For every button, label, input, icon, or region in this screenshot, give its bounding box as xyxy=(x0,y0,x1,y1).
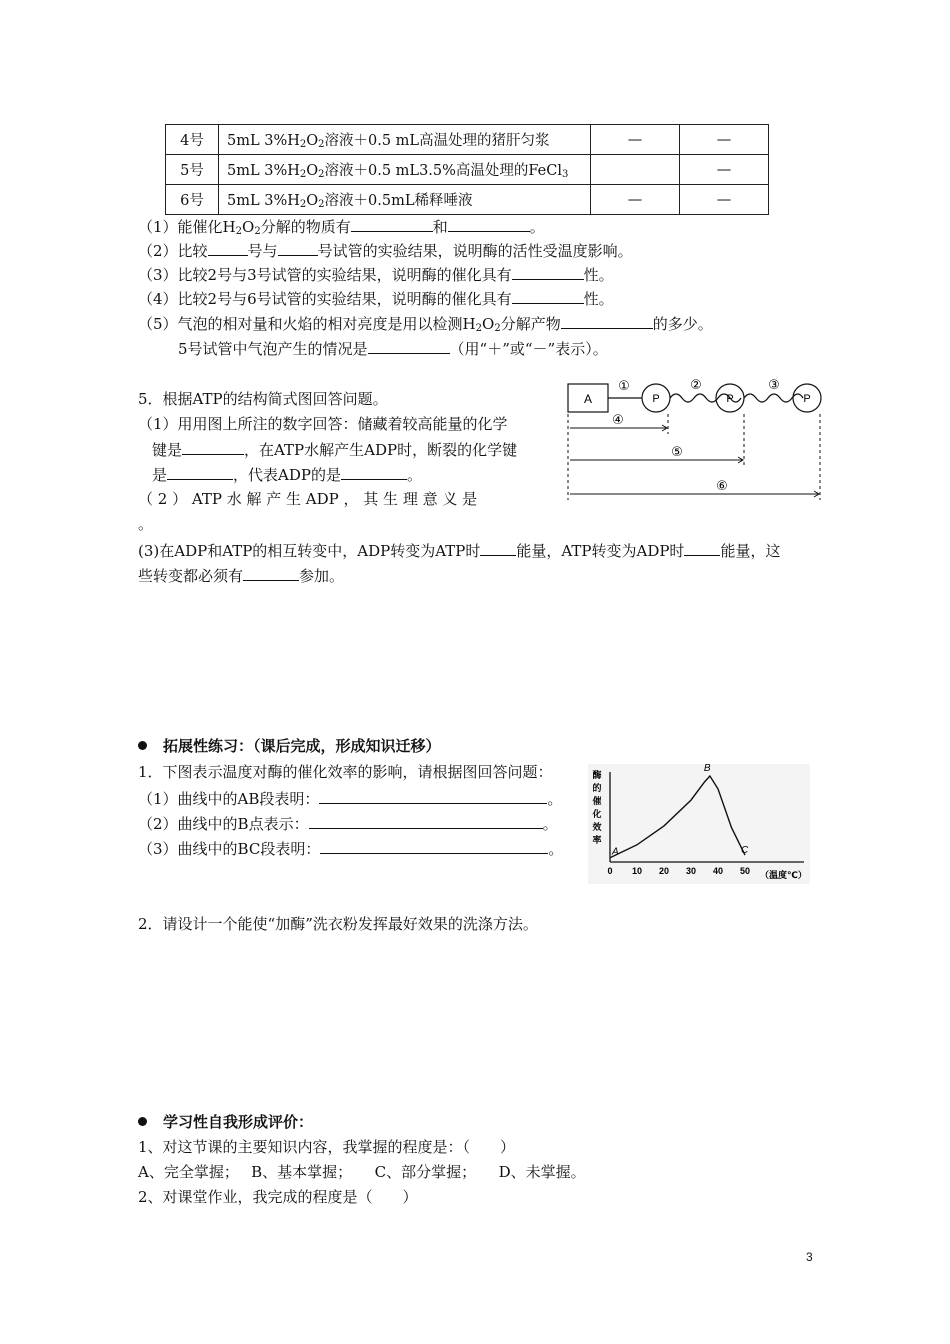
q4-line-4: （4）比较2号与6号试管的实验结果，说明酶的催化具有 性。 xyxy=(138,286,614,311)
label-2: ② xyxy=(690,377,702,392)
answer-blank[interactable] xyxy=(341,462,407,480)
answer-blank[interactable] xyxy=(512,262,584,280)
answer-blank[interactable] xyxy=(480,538,516,556)
efficiency-curve xyxy=(610,776,745,858)
label-6: ⑥ xyxy=(716,478,728,493)
ext-q1a: （1）曲线中的AB段表明： 。 xyxy=(138,786,562,811)
answer-blank[interactable] xyxy=(684,538,720,556)
label-1: ① xyxy=(618,378,630,393)
experiment-table xyxy=(165,124,769,215)
q5-line-4: （ 2 ） ATP 水 解 产 生 ADP ， 其 生 理 意 义 是 xyxy=(138,490,478,508)
ext-q2: 2．请设计一个能使“加酶”洗衣粉发挥最好效果的洗涤方法。 xyxy=(138,915,538,933)
page-number: 3 xyxy=(806,1250,813,1264)
eval-options: A、完全掌握； B、基本掌握； C、部分掌握； D、未掌握。 xyxy=(138,1163,586,1181)
answer-blank[interactable] xyxy=(182,437,244,455)
x-tick-label: 50 xyxy=(739,866,751,876)
y-axis-label-char: 化 xyxy=(592,809,602,819)
q5-line-3: 是 ，代表ADP的是 。 xyxy=(152,462,422,487)
answer-blank[interactable] xyxy=(351,214,433,232)
result-cell: — xyxy=(680,155,769,185)
answer-blank[interactable] xyxy=(243,563,299,581)
answer-blank[interactable] xyxy=(309,811,543,829)
high-energy-bond-3 xyxy=(744,394,803,402)
y-axis-label-char: 率 xyxy=(592,835,602,845)
q5-line-2: 键是 ，在ATP水解产生ADP时，断裂的化学键 xyxy=(152,437,517,462)
q4-line-1: （1）能催化$H_2O_2$分解的物质有 和 。 xyxy=(138,214,545,244)
answer-blank[interactable] xyxy=(512,286,584,304)
adenosine-label: A xyxy=(583,392,593,406)
enzyme-temperature-chart xyxy=(588,764,810,884)
y-axis-label-vertical xyxy=(591,769,601,845)
ext-heading: 拓展性练习：（课后完成，形成知识迁移） xyxy=(138,734,441,758)
label-3: ③ xyxy=(768,377,780,392)
result-cell: — xyxy=(591,185,680,215)
q4-line-3: （3）比较2号与3号试管的实验结果，说明酶的催化具有 性。 xyxy=(138,262,614,287)
eval-q1: 1、对这节课的主要知识内容，我掌握的程度是：（ ） xyxy=(138,1138,516,1156)
tube-id: 4号 xyxy=(166,125,219,155)
x-tick-label: 0 xyxy=(607,866,613,876)
ext-q1b: （2）曲线中的B点表示： 。 xyxy=(138,811,558,836)
result-cell: — xyxy=(680,125,769,155)
x-tick-group xyxy=(607,866,750,876)
q5-title: 5．根据ATP的结构简式图回答问题。 xyxy=(138,390,388,408)
answer-blank[interactable] xyxy=(167,462,233,480)
point-label: C xyxy=(741,845,749,857)
answer-blank[interactable] xyxy=(320,836,548,854)
bullet-icon xyxy=(138,1117,147,1126)
table-row xyxy=(166,155,769,185)
q5-line-6: (3)在ADP和ATP的相互转变中，ADP转变为ATP时 能量，ATP转变为ADP时 能量，这 xyxy=(138,538,780,563)
x-tick-label: 30 xyxy=(685,866,697,876)
answer-blank[interactable] xyxy=(319,786,547,804)
answer-blank[interactable] xyxy=(448,214,530,232)
point-label: A xyxy=(612,846,619,858)
tube-id: 6号 xyxy=(166,185,219,215)
tube-id: 5号 xyxy=(166,155,219,185)
q4-line-6: 5号试管中气泡产生的情况是 （用“＋”或“－”表示）。 xyxy=(178,336,608,361)
x-tick-label: 40 xyxy=(712,866,724,876)
result-cell xyxy=(591,155,680,185)
y-axis-label-char: 效 xyxy=(592,822,602,832)
phosphate-label: P xyxy=(803,393,811,405)
table-row xyxy=(166,125,769,155)
answer-blank[interactable] xyxy=(278,238,318,256)
phosphate-label: P xyxy=(652,393,660,405)
y-axis-label-char: 的 xyxy=(592,783,602,793)
result-cell: — xyxy=(680,185,769,215)
answer-blank[interactable] xyxy=(368,336,450,354)
tube-content: 5mL $3\%H_2O_2$溶液＋0.5 mL3.5%高温处理的FeCl$_3$ xyxy=(219,155,591,185)
q4-line-2: （2）比较 号与 号试管的实验结果，说明酶的活性受温度影响。 xyxy=(138,238,633,263)
table-row xyxy=(166,185,769,215)
tube-content: 5mL $3\%H_2O_2$溶液＋0.5mL稀释唾液 xyxy=(219,185,591,215)
label-4: ④ xyxy=(612,412,624,427)
eval-q2: 2、对课堂作业，我完成的程度是（ ） xyxy=(138,1188,418,1206)
atp-structure-diagram xyxy=(562,376,830,506)
q5-line-1: （1）用用图上所注的数字回答：储藏着较高能量的化学 xyxy=(138,415,508,433)
result-cell: — xyxy=(591,125,680,155)
answer-blank[interactable] xyxy=(561,311,653,329)
y-axis-label-char: 催 xyxy=(592,796,602,806)
tube-content: 5mL $3\%H_2O_2$溶液＋0.5 mL高温处理的猪肝匀浆 xyxy=(219,125,591,155)
phosphate-label: P xyxy=(726,393,734,405)
eval-heading: 学习性自我形成评价： xyxy=(138,1110,313,1134)
q4-line-5: （5）气泡的相对量和火焰的相对亮度是用以检测$H_2O_2$分解产物 的多少。 xyxy=(138,311,713,341)
ext-q1: 1．下图表示温度对酶的催化效率的影响，请根据图回答问题： xyxy=(138,763,553,781)
x-axis-label: （温度℃） xyxy=(760,870,807,880)
label-5: ⑤ xyxy=(671,444,683,459)
ext-q1c: （3）曲线中的BC段表明： 。 xyxy=(138,836,563,861)
bullet-icon xyxy=(138,741,147,750)
x-tick-label: 20 xyxy=(658,866,670,876)
y-axis-label-char: 酶 xyxy=(592,770,602,780)
point-label: B xyxy=(703,764,711,774)
q5-line-7: 些转变都必须有 参加。 xyxy=(138,563,344,588)
answer-blank[interactable] xyxy=(208,238,248,256)
q5-line-5: 。 xyxy=(138,515,154,533)
x-tick-label: 10 xyxy=(631,866,643,876)
